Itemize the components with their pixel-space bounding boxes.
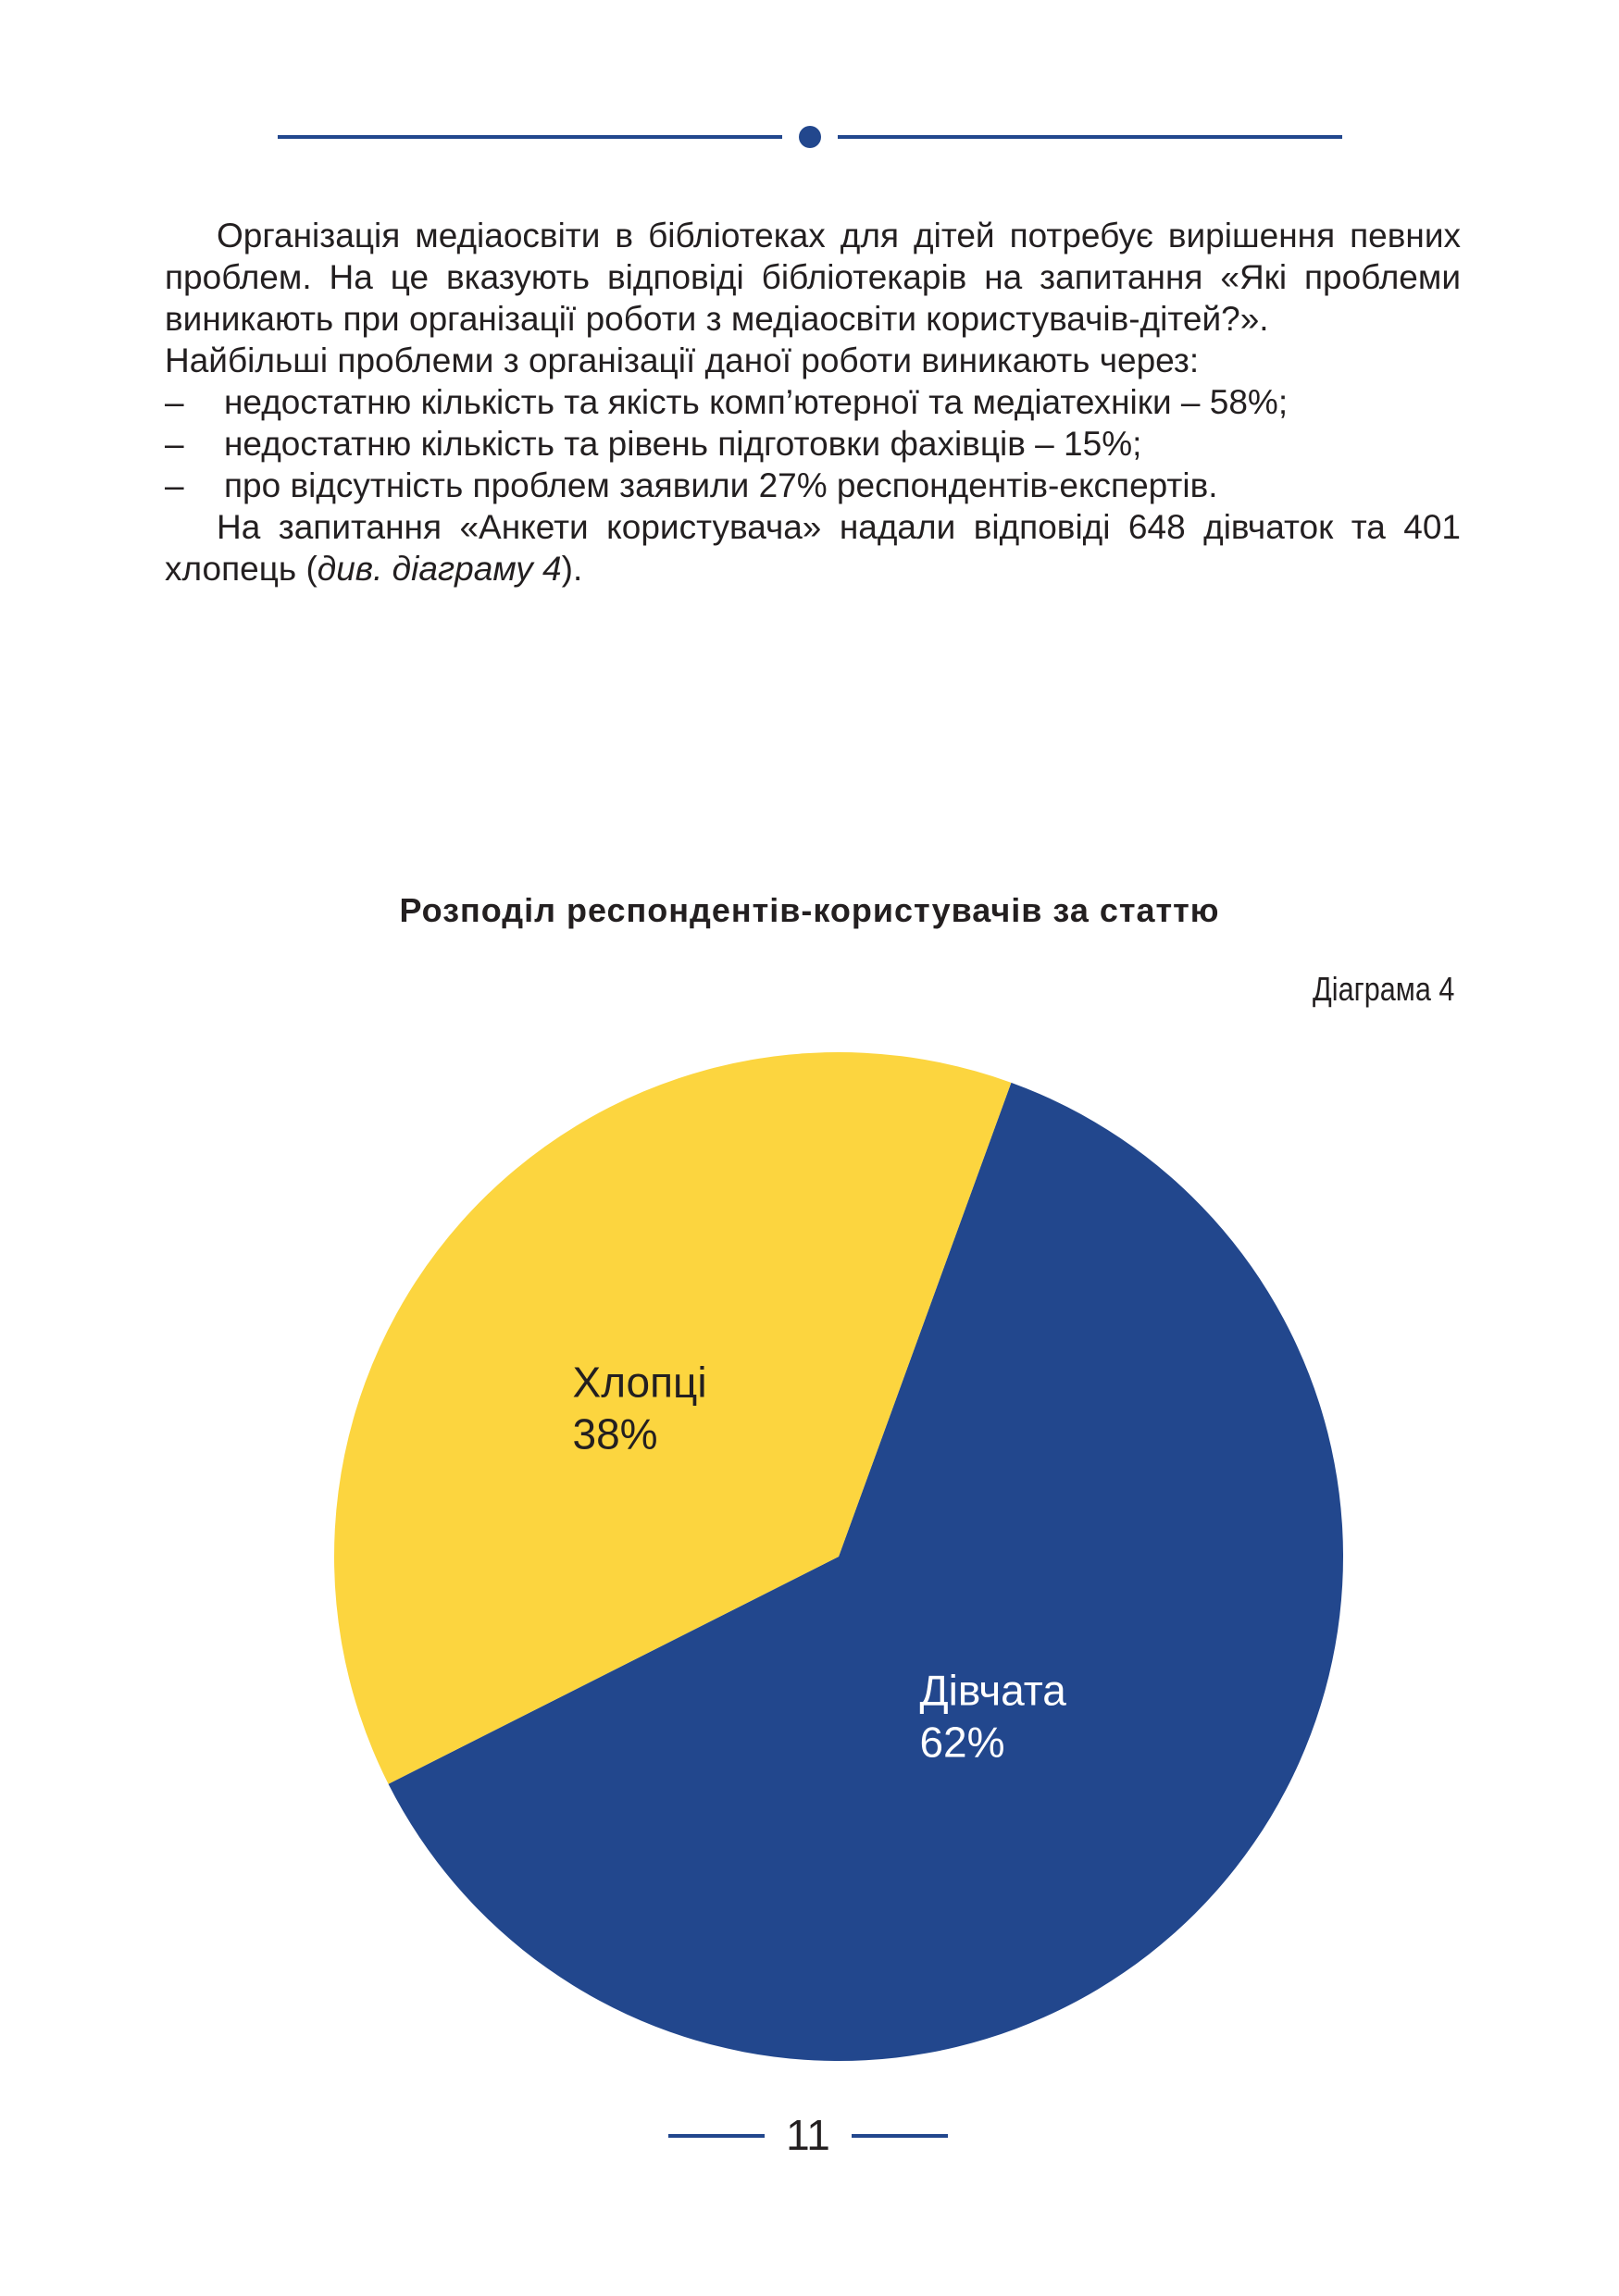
- header-divider-line-right: [838, 135, 1342, 139]
- list-marker: –: [165, 466, 184, 504]
- list-item-text: про відсутність проблем заявили 27% респондентів-експертів.: [224, 466, 1218, 504]
- pie-chart: [0, 1018, 1619, 2091]
- header-divider-line-left: [278, 135, 782, 139]
- list-item-text: недостатню кількість та рівень підготовки фахівців – 15%;: [224, 425, 1142, 463]
- page-number: 11: [786, 2111, 830, 2159]
- list-item: [165, 423, 1461, 465]
- list-item: [165, 381, 1461, 423]
- body-text: [165, 215, 1461, 590]
- header-divider: [278, 126, 1342, 148]
- footer-line-right: [852, 2134, 948, 2138]
- list-marker: –: [165, 425, 184, 463]
- paragraph-intro: Організація медіаосвіти в бібліотеках для дітей потребує вирішення певних проблем. На це вказують відповіді бібліотекарів на запитання «Які проблеми виникають при організації роботи з медіаосвіти користувачів-дітей?».: [165, 217, 1461, 338]
- diagram-caption: Діаграма 4: [1312, 970, 1454, 1008]
- list-marker: –: [165, 383, 184, 421]
- slice-label-name: Хлопці: [572, 1358, 707, 1407]
- slice-label-value: 62%: [919, 1718, 1005, 1767]
- chart-title: Розподіл респондентів-користувачів за статтю: [399, 891, 1220, 929]
- slice-label-value: 38%: [572, 1409, 658, 1458]
- diagram-reference: див. діаграму 4: [317, 550, 562, 588]
- paragraph-respondents-end: ).: [561, 550, 583, 588]
- page-footer: [0, 2108, 1619, 2164]
- header-divider-dot: [799, 126, 821, 148]
- paragraph-problems-lead: Найбільші проблеми з організації даної роботи виникають через:: [165, 341, 1200, 379]
- paragraph-respondents: [165, 506, 1461, 590]
- slice-label-name: Дівчата: [919, 1666, 1066, 1715]
- paragraph-respondents-main: На запитання «Анкети користувача» надали відповіді 648 дівчаток та 401 хлопець (: [165, 508, 1461, 588]
- list-item: [165, 465, 1461, 506]
- footer-line-left: [668, 2134, 765, 2138]
- list-item-text: недостатню кількість та якість комп’ютерної та медіатехніки – 58%;: [224, 383, 1289, 421]
- pie-slices: [334, 1052, 1343, 2061]
